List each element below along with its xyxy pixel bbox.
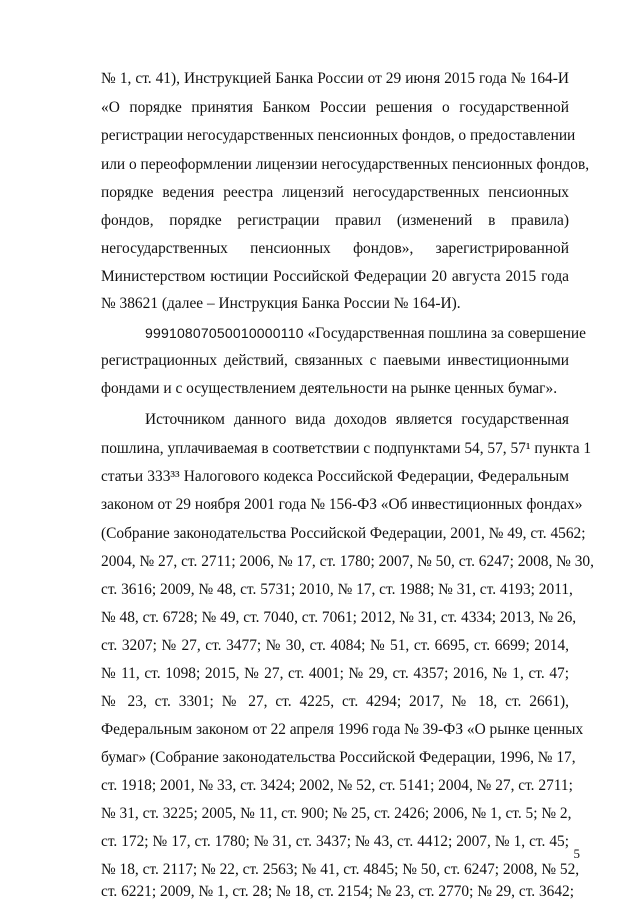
text-line: Федеральным законом от 22 апреля 1996 года № 39-ФЗ «О рынке ценных bbox=[101, 721, 584, 738]
text-line: ст. 3207; № 27, ст. 3477; № 30, ст. 4084; № 51, ст. 6695, ст. 6699; 2014, bbox=[101, 637, 569, 654]
text-line: № 31, ст. 3225; 2005, № 11, ст. 900; № 25, ст. 2426; 2006, № 1, ст. 5; № 2, bbox=[101, 805, 572, 822]
text-line: законом от 29 ноября 2001 года № 156-ФЗ «Об инвестиционных фондах» bbox=[101, 496, 583, 513]
page-number: 5 bbox=[573, 846, 580, 861]
revenue-code-title: «Государственная пошлина за совершение bbox=[307, 325, 586, 342]
revenue-code-line bbox=[145, 323, 586, 344]
text-line: фондов, порядке регистрации правил (изменений в правила) bbox=[101, 212, 569, 229]
text-line: ст. 1918; 2001, № 33, ст. 3424; 2002, № 52, ст. 5141; 2004, № 27, ст. 2711; bbox=[101, 777, 573, 794]
text-line: регистрации негосударственных пенсионных фондов, о предоставлении bbox=[101, 127, 576, 144]
text-line: № 1, ст. 41), Инструкцией Банка России от 29 июня 2015 года № 164-И bbox=[101, 70, 569, 87]
text-line: № 18, ст. 2117; № 22, ст. 2563; № 41, ст. 4845; № 50, ст. 6247; 2008, № 52, bbox=[101, 861, 580, 878]
text-line: негосударственных пенсионных фондов», зарегистрированной bbox=[101, 240, 569, 257]
text-line: статьи 333³³ Налогового кодекса Российской Федерации, Федеральным bbox=[101, 468, 569, 485]
revenue-code: 99910807050010000110 bbox=[145, 325, 304, 341]
text-line: порядке ведения реестра лицензий негосударственных пенсионных bbox=[101, 184, 569, 201]
text-line: ст. 3616; 2009, № 48, ст. 5731; 2010, № 17, ст. 1988; № 31, ст. 4193; 2011, bbox=[101, 581, 573, 598]
text-line: 2004, № 27, ст. 2711; 2006, № 17, ст. 1780; 2007, № 50, ст. 6247; 2008, № 30, bbox=[101, 553, 594, 570]
text-line: пошлина, уплачиваемая в соответствии с подпунктами 54, 57, 57¹ пункта 1 bbox=[101, 440, 592, 457]
text-line: бумаг» (Собрание законодательства Российской Федерации, 1996, № 17, bbox=[101, 749, 576, 766]
text-line: «О порядке принятия Банком России решения о государственной bbox=[101, 99, 569, 116]
text-line: (Собрание законодательства Российской Федерации, 2001, № 49, ст. 4562; bbox=[101, 525, 586, 542]
text-line: № 38621 (далее – Инструкция Банка России № 164-И). bbox=[101, 295, 461, 312]
text-line: № 48, ст. 6728; № 49, ст. 7040, ст. 7061; 2012, № 31, ст. 4334; 2013, № 26, bbox=[101, 609, 577, 626]
text-line: № 11, ст. 1098; 2015, № 27, ст. 4001; № 29, ст. 4357; 2016, № 1, ст. 47; bbox=[101, 665, 569, 682]
text-line: регистрационных действий, связанных с паевыми инвестиционными bbox=[101, 352, 569, 369]
text-line: № 23, ст. 3301; № 27, ст. 4225, ст. 4294; 2017, № 18, ст. 2661), bbox=[101, 693, 569, 710]
text-line: Источником данного вида доходов является государственная bbox=[145, 411, 569, 428]
text-line: Министерством юстиции Российской Федерации 20 августа 2015 года bbox=[101, 268, 569, 285]
text-line: или о переоформлении лицензии негосударственных пенсионных фондов, bbox=[101, 156, 590, 173]
text-line: ст. 172; № 17, ст. 1780; № 31, ст. 3437; № 43, ст. 4412; 2007, № 1, ст. 45; bbox=[101, 833, 569, 850]
text-line: ст. 6221; 2009, № 1, ст. 28; № 18, ст. 2154; № 23, ст. 2770; № 29, ст. 3642; bbox=[101, 883, 575, 900]
text-line: фондами и с осуществлением деятельности на рынке ценных бумаг». bbox=[101, 380, 558, 397]
